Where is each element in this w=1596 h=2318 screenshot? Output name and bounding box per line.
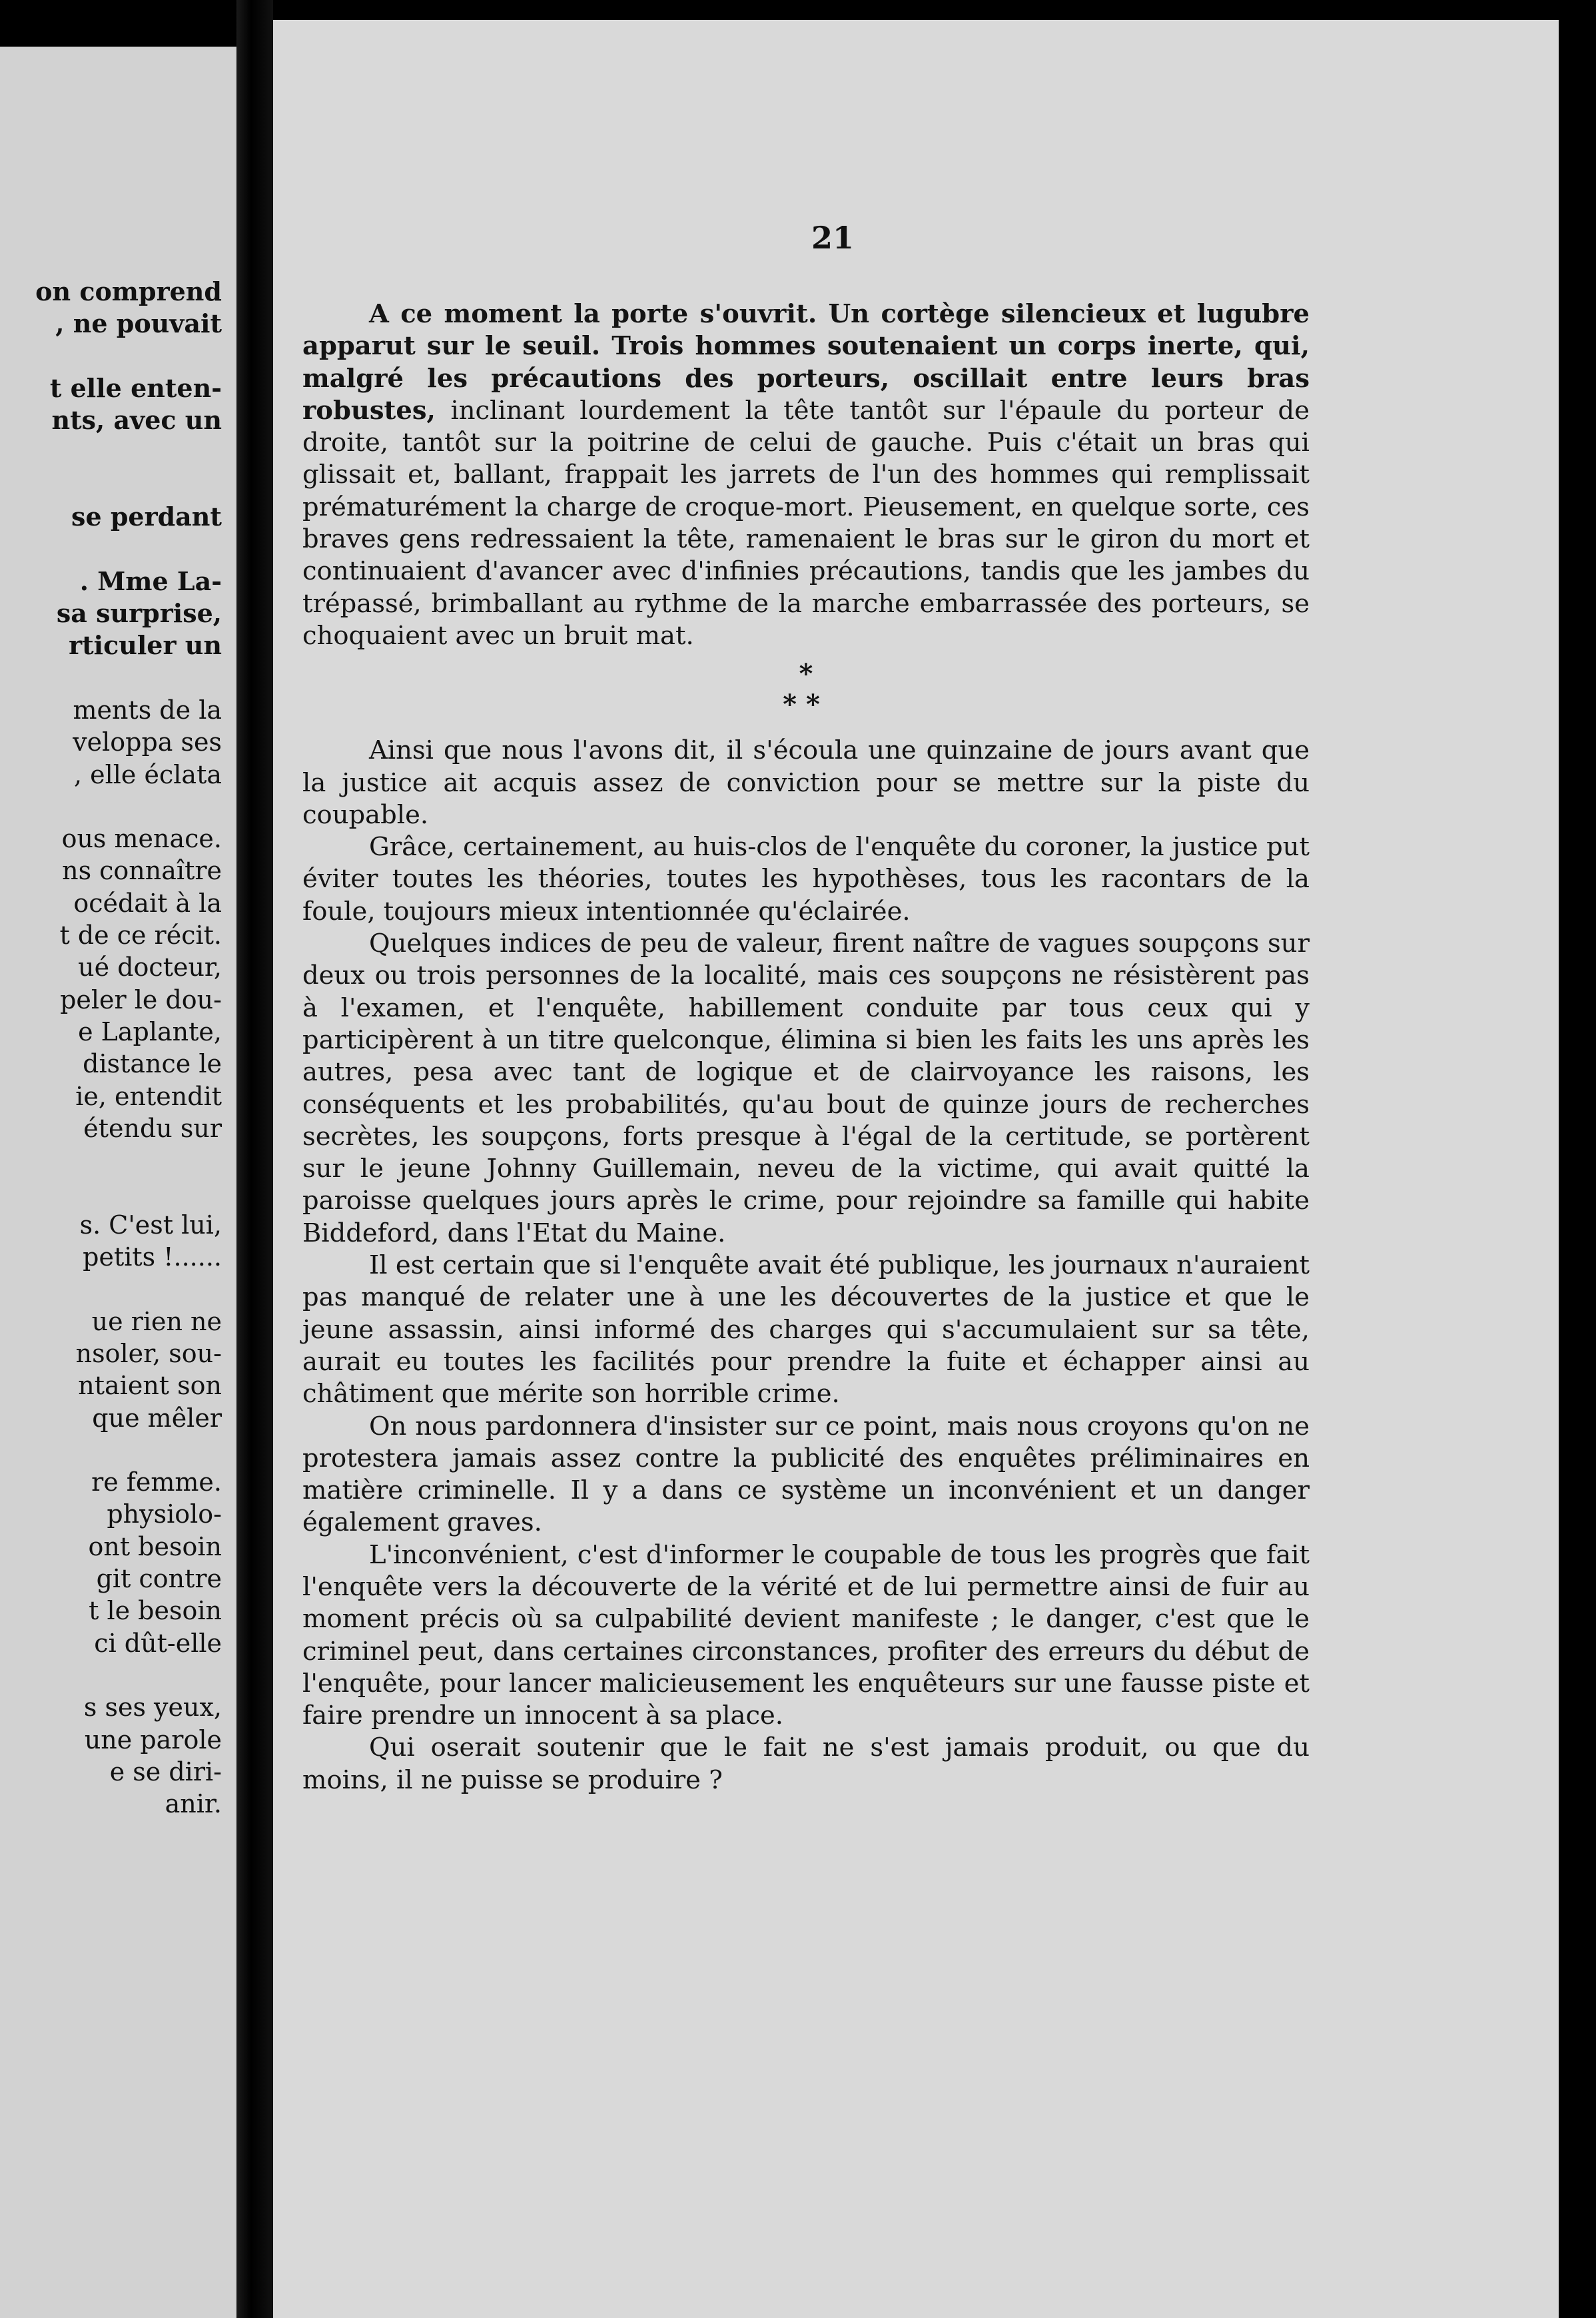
previous-page-line: e Laplante, xyxy=(78,1016,222,1046)
previous-page-line: petits !...... xyxy=(83,1242,222,1272)
paragraph-2: Ainsi que nous l'avons dit, il s'écoula une quinzaine de jours avant que la justice ait acquis assez de conviction pour se mettre sur la piste du coupable. xyxy=(302,735,1310,830)
previous-page-line: ns connaître xyxy=(62,856,222,886)
previous-page-line: océdait à la xyxy=(73,888,222,918)
previous-page-line: , ne pouvait xyxy=(55,308,222,339)
previous-page-line: re femme. xyxy=(91,1467,222,1497)
section-separator-asterism xyxy=(302,659,1310,720)
previous-page-line: ue rien ne xyxy=(91,1306,222,1336)
paragraph-8: Qui oserait soutenir que le fait ne s'est jamais produit, ou que du moins, il ne puisse se produire ? xyxy=(302,1733,1310,1795)
previous-page-line: physiolo- xyxy=(107,1499,222,1529)
previous-page-line: ci dût-elle xyxy=(94,1628,222,1658)
paragraph-1-continuation: inclinant lourdement la tête tantôt sur l'épaule du porteur de droite, tantôt sur la poitrine de celui de gauche. Puis c'était un bras qui glissait et, ballant, frappait les jarrets de l'un des hommes qui remplissait prématurément la charge de croque-mort. Pieusement, en quelque sorte, ces braves gens redressaient la tête, ramenaient le bras sur le giron du mort et continuaient d'avancer avec d'infinies précautions, tandis que les jambes du trépassé, brimballant au rythme de la marche embarrassée des porteurs, se choquaient avec un bruit mat. xyxy=(302,395,1310,651)
page-number: 21 xyxy=(811,220,854,256)
previous-page-line: ie, entendit xyxy=(75,1081,222,1111)
previous-page-line: s. C'est lui, xyxy=(79,1210,222,1240)
previous-page-line: étendu sur xyxy=(83,1113,222,1143)
paragraph-5: Il est certain que si l'enquête avait été publique, les journaux n'auraient pas manqué de relater une à une les découvertes de la justice et que le jeune assassin, ainsi informé des charges qui s'accumulaient sur sa tête, aurait eu toutes les facilités pour prendre la fuite et échapper ainsi au châtiment que mérite son horrible crime. xyxy=(302,1250,1310,1409)
page-body xyxy=(302,298,1310,1796)
previous-page-line: se perdant xyxy=(71,502,222,532)
previous-page-line: ments de la xyxy=(73,695,222,725)
previous-page-line: nts, avec un xyxy=(51,405,222,436)
asterism-bottom: ** xyxy=(783,689,829,721)
previous-page-line: distance le xyxy=(83,1049,222,1079)
previous-page-line: sa surprise, xyxy=(56,598,222,628)
previous-page-line: s ses yeux, xyxy=(83,1693,222,1723)
previous-page-line: t le besoin xyxy=(89,1596,222,1626)
previous-page-line: e se diri- xyxy=(109,1756,222,1786)
previous-page-line: t elle enten- xyxy=(49,372,222,403)
paragraph-1 xyxy=(302,298,1310,652)
previous-page-line: peler le dou- xyxy=(60,984,222,1014)
previous-page-line: git contre xyxy=(96,1564,222,1593)
paragraph-6: On nous pardonnera d'insister sur ce point, mais nous croyons qu'on ne protestera jamais assez contre la publicité des enquêtes préliminaires en matière criminelle. Il y a dans ce système un inconvénient et un danger également graves. xyxy=(302,1411,1310,1538)
previous-page-line: anir. xyxy=(165,1789,222,1819)
previous-page-line: ué docteur, xyxy=(78,953,222,982)
previous-page-line: une parole xyxy=(84,1725,222,1754)
asterism-top: * xyxy=(799,658,813,690)
previous-page-line: rticuler un xyxy=(69,630,222,661)
paragraph-3: Grâce, certainement, au huis-clos de l'enquête du coroner, la justice put éviter toutes les théories, toutes les hypothèses, tous les racontars de la foule, toujours mieux intentionnée qu'éclairée. xyxy=(302,832,1310,927)
previous-page-line: que mêler xyxy=(92,1403,222,1433)
paragraph-4: Quelques indices de peu de valeur, firent naître de vagues soupçons sur deux ou trois personnes de la localité, mais ces soupçons ne résistèrent pas à l'examen, et l'enquête, habillement conduite par tous ceux qui y participèrent à un titre quelconque, élimina si bien les faits les uns après les autres, pesa avec tant de logique et de clairvoyance les raisons, les conséquents et les probabilités, qu'au bout de quinze jours de recherches secrètes, les soupçons, forts presque à l'égal de la certitude, se portèrent sur le jeune Johnny Guillemain, neveu de la victime, qui avait quitté la paroisse quelques jours après le crime, pour rejoindre sa famille qui habite Biddeford, dans l'Etat du Maine. xyxy=(302,929,1310,1248)
paragraph-1-bold-lead: A ce moment la porte s'ouvrit. Un cortège silencieux et lugubre apparut sur le seuil. Trois hommes soutenaient un corps inerte, qui, malgré les précautions des porteurs, oscillait entre leurs bras robustes, xyxy=(302,299,1310,426)
previous-page-line: ous menace. xyxy=(61,824,222,854)
previous-page-line: ntaient son xyxy=(78,1371,222,1401)
previous-page-line: nsoler, sou- xyxy=(75,1338,222,1368)
previous-page-line: on comprend xyxy=(35,276,222,306)
previous-page-line: . Mme La- xyxy=(79,566,222,596)
previous-page-line: , elle éclata xyxy=(73,759,222,789)
previous-page-fragment xyxy=(0,47,236,2318)
previous-page-line: veloppa ses xyxy=(73,727,222,757)
book-gutter xyxy=(236,0,273,2318)
previous-page-line: t de ce récit. xyxy=(59,921,222,950)
page xyxy=(273,20,1559,2318)
paragraph-7: L'inconvénient, c'est d'informer le coupable de tous les progrès que fait l'enquête vers la découverte de la vérité et de lui permettre ainsi de fuir au moment précis où sa culpabilité devient manifeste ; le danger, c'est que le criminel peut, dans certaines circonstances, profiter des erreurs du début de l'enquête, pour lancer malicieusement les enquêteurs sur une fausse piste et faire prendre un innocent à sa place. xyxy=(302,1539,1310,1731)
previous-page-line: ont besoin xyxy=(88,1531,222,1561)
